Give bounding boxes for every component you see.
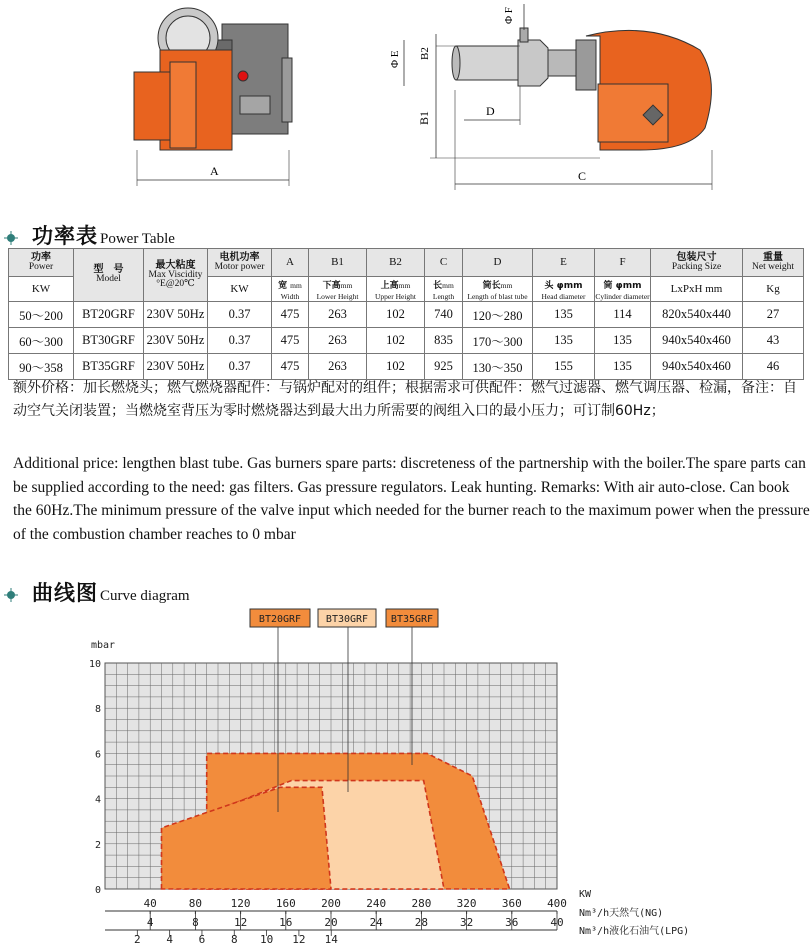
dim-c-label: C [578,169,587,183]
curve-title-cn: 曲线图 [32,581,98,605]
table-cell: 263 [309,354,367,380]
dim-a-label: A [210,164,219,178]
table-row [9,354,804,380]
kw-tick-label: 360 [501,897,522,910]
table-row [9,302,804,328]
col-b2: B2 [367,249,425,277]
kw-tick-label: 280 [411,897,432,910]
table-cell: 130～350 [463,354,533,380]
lpg-tick-label: 14 [324,933,338,944]
table-cell: BT30GRF [74,328,144,354]
table-cell: 230V 50Hz [144,302,208,328]
ng-tick-label: 36 [505,916,519,929]
y-axis-label: mbar [91,640,116,651]
table-cell: 835 [425,328,463,354]
lpg-tick-label: 4 [166,933,173,944]
unit-d: 筒长mm Length of blast tube [463,277,533,302]
table-cell: 114 [595,302,651,328]
y-tick-label: 2 [94,839,101,851]
ng-tick-label: 28 [414,916,429,929]
dim-b1-label: B1 [417,110,431,125]
unit-c: 长mm Length [425,277,463,302]
col-e: E [533,249,595,277]
curve-title-en: Curve diagram [100,588,190,604]
unit-e: 头 φmm Head diameter [533,277,595,302]
table-cell: 102 [367,328,425,354]
notes-chinese: 额外价格：加长燃烧头；燃气燃烧器配件：与锅炉配对的组件；根据需求可供配件：燃气过滤器、燃气调压器、检漏，备注：自动空气关闭装置；当燃烧室背压为零时燃烧器达到最大出力所需要的阀组入口的最小压力；可订制60Hz； [13,380,797,419]
table-cell: 263 [309,328,367,354]
table-cell: BT35GRF [74,354,144,380]
table-cell: 135 [595,354,651,380]
table-cell: 0.37 [208,328,272,354]
table-cell: 0.37 [208,354,272,380]
lpg-tick-label: 12 [292,933,306,944]
col-f: F [595,249,651,277]
table-cell: 940x540x460 [651,328,743,354]
table-cell: 135 [595,328,651,354]
unit-f: 筒 φmm Cylinder diameter [595,277,651,302]
unit-packing: LxPxH mm [651,277,743,302]
dim-e-label: Φ E [389,50,401,68]
ng-tick-label: 24 [369,916,383,929]
table-cell: 135 [533,328,595,354]
kw-tick-label: 200 [321,897,341,910]
chart-areas [162,753,510,889]
table-cell: 46 [743,354,804,380]
notes-english: Additional price: lengthen blast tube. Gas burners spare parts: discreteness of the partnership with the boiler.The spare parts can be supplied according to the need: gas filters. Gas pressure regulators. Leak hunting. Remarks: With air auto-close. Can book the 60Hz.The minimum pressure of the valve input which needed for the burner reach to the maximum power when the pressure of the combustion chamber reaches to 0 mbar [13,455,810,543]
legend-label: BT20GRF [258,614,302,625]
table-cell: 120～280 [463,302,533,328]
lpg-tick-label: 10 [259,933,274,944]
col-model: 型 号 Model [74,249,144,302]
legend-label: BT30GRF [325,614,369,625]
power-table-heading [4,220,175,250]
kw-tick-label: 40 [143,897,157,910]
table-cell: 155 [533,354,595,380]
dim-d-label: D [486,104,495,118]
col-weight: 重量 Net weight [743,249,804,277]
unit-a: 宽 mm Width [272,277,309,302]
table-cell: 475 [272,354,309,380]
kw-tick-label: 400 [547,897,567,910]
table-row [9,328,804,354]
ng-axis-label: Nm³/h天然气(NG) [579,908,664,919]
power-table [8,248,804,380]
unit-b1: 下高mm Lower Height [309,277,367,302]
ng-tick-label: 12 [233,916,248,929]
table-cell: 740 [425,302,463,328]
front-view-drawing [134,8,292,186]
power-table-body [9,302,804,380]
table-cell: 102 [367,302,425,328]
col-b1: B1 [309,249,367,277]
ng-tick-label: 40 [550,916,564,929]
kw-tick-label: 320 [456,897,477,910]
x-axis-label: KW [579,889,592,900]
ng-tick-label: 32 [459,916,474,929]
table-cell: 0.37 [208,302,272,328]
lpg-tick-label: 6 [198,933,206,944]
table-cell: 27 [743,302,804,328]
col-d: D [463,249,533,277]
bullet-icon [4,231,18,245]
unit-power: KW [9,277,74,302]
table-cell: 230V 50Hz [144,354,208,380]
col-packing: 包装尺寸 Packing Size [651,249,743,277]
kw-tick-label: 160 [275,897,296,910]
unit-weight: Kg [743,277,804,302]
lpg-tick-label: 2 [134,933,141,944]
ng-tick-label: 20 [324,916,338,929]
power-table-title-en: Power Table [100,231,175,247]
col-c: C [425,249,463,277]
ng-tick-label: 8 [192,916,199,929]
table-cell: 90～358 [9,354,74,380]
table-cell: 940x540x460 [651,354,743,380]
y-tick-label: 10 [88,659,101,670]
table-cell: 230V 50Hz [144,328,208,354]
table-cell: 60～300 [9,328,74,354]
table-cell: 820x540x440 [651,302,743,328]
y-tick-label: 0 [94,885,101,896]
kw-tick-label: 80 [188,897,203,910]
unit-motor: KW [208,277,272,302]
unit-b2: 上高mm Upper Height [367,277,425,302]
table-cell: 925 [425,354,463,380]
table-cell: 475 [272,302,309,328]
dim-b2-label: B2 [419,47,431,60]
col-power: 功率 Power [9,249,74,277]
table-cell: 50～200 [9,302,74,328]
legend-label: BT35GRF [390,614,434,625]
y-tick-label: 8 [94,704,101,716]
table-cell: BT20GRF [74,302,144,328]
curve-chart [0,600,810,944]
side-view-drawing [389,4,712,190]
table-cell: 43 [743,328,804,354]
kw-tick-label: 240 [366,897,387,910]
kw-tick-label: 120 [230,897,251,910]
lpg-axis-label: Nm³/h液化石油气(LPG) [579,926,690,937]
table-cell: 135 [533,302,595,328]
burner-drawings [0,0,810,200]
lpg-tick-label: 8 [230,933,238,944]
ng-tick-label: 16 [279,916,293,929]
col-a: A [272,249,309,277]
table-cell: 263 [309,302,367,328]
table-cell: 102 [367,354,425,380]
col-motor: 电机功率 Motor power [208,249,272,277]
y-tick-label: 4 [94,794,101,806]
table-cell: 475 [272,328,309,354]
dim-f-label: Φ F [503,7,515,24]
col-viscidity: 最大粘度 Max Viscidity °E@20℃ [144,249,208,302]
table-cell: 170～300 [463,328,533,354]
y-tick-label: 6 [94,749,101,761]
ng-tick-label: 4 [146,916,154,929]
power-table-title-cn: 功率表 [32,224,98,248]
